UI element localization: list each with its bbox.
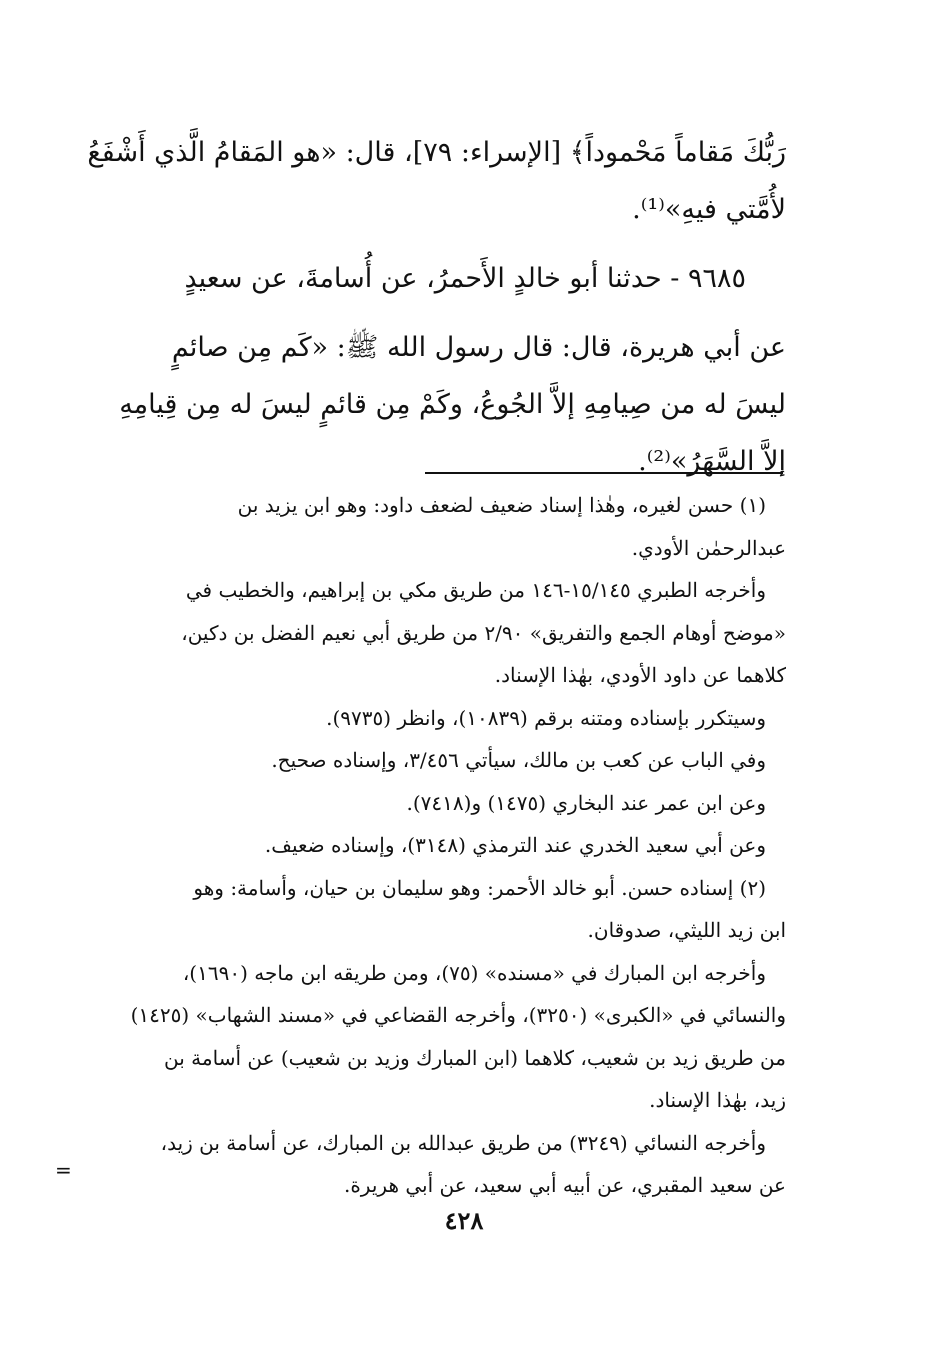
footnote-line: وأخرجه ابن المبارك في «مسنده» (٧٥)، ومن طريقه ابن ماجه (١٦٩٠)، bbox=[182, 960, 766, 985]
footnote-line: عبدالرحمٰن الأودي. bbox=[631, 535, 786, 560]
footnote-line: وأخرجه النسائي (٣٢٤٩) من طريق عبدالله بن المبارك، عن أسامة بن زيد، bbox=[160, 1130, 766, 1155]
main-text bbox=[78, 124, 786, 490]
footnote-line: وعن ابن عمر عند البخاري (١٤٧٥) و(٧٤١٨). bbox=[406, 790, 766, 815]
footnote-line: زيد، بهٰذا الإسناد. bbox=[649, 1088, 786, 1112]
footnotes bbox=[78, 484, 786, 1207]
footnote-line: عن سعيد المقبري، عن أبيه أبي سعيد، عن أبي هريرة. bbox=[343, 1173, 786, 1197]
footnote-line: والنسائي في «الكبرى» (٣٢٥٠)، وأخرجه القضاعي في «مسند الشهاب» (١٤٢٥) bbox=[130, 1003, 786, 1027]
page-number: ٤٢٨ bbox=[444, 1206, 484, 1235]
footnote-line: وفي الباب عن كعب بن مالك، سيأتي ٣/٤٥٦، وإسناده صحيح. bbox=[271, 748, 766, 772]
main-text-line: ليسَ له من صِيامِهِ إلاَّ الجُوعُ، وكَمْ مِن قائمٍ ليسَ له مِن قِيامِهِ bbox=[119, 389, 786, 420]
footnote-line: (١) حسن لغيره، وهٰذا إسناد ضعيف لضعف داود: وهو ابن يزيد بن bbox=[237, 493, 766, 517]
footnote-divider bbox=[425, 472, 783, 474]
main-text-line: لأُمَّتي فيهِ»⁽¹⁾. bbox=[632, 194, 786, 225]
footnote-line: ابن زيد الليثي، صدوقان. bbox=[587, 918, 786, 942]
footnote-line: وسيتكرر بإسناده ومتنه برقم (١٠٨٣٩)، وانظر (٩٧٣٥). bbox=[326, 705, 766, 730]
footnote-line: «موضح أوهام الجمع والتفريق» ٢/٩٠ من طريق أبي نعيم الفضل بن دكين، bbox=[181, 620, 786, 645]
footnote-line: (٢) إسناده حسن. أبو خالد الأحمر: وهو سليمان بن حيان، وأسامة: وهو bbox=[193, 875, 766, 900]
footnote-line: وأخرجه الطبري ١٥/١٤٥-١٤٦ من طريق مكي بن إبراهيم، والخطيب في bbox=[185, 578, 766, 602]
hadith-header-line: ٩٦٨٥ - حدثنا أبو خالدٍ الأَحمرُ، عن أُسامةَ، عن سعيدٍ bbox=[184, 263, 746, 294]
main-text-line: إلاَّ السَّهَرُ»⁽²⁾. bbox=[638, 446, 786, 477]
footnote-line: وعن أبي سعيد الخدري عند الترمذي (٣١٤٨)، وإسناده ضعيف. bbox=[264, 833, 766, 857]
footnote-line: من طريق زيد بن شعيب، كلاهما (ابن المبارك وزيد بن شعيب) عن أسامة بن bbox=[164, 1045, 786, 1070]
main-text-line: رَبُّكَ مَقاماً مَحْموداً﴾ [الإسراء: ٧٩]، قال: «هو المَقامُ الَّذي أَشْفَعُ bbox=[87, 137, 786, 168]
continuation-marker: = bbox=[55, 1158, 72, 1182]
main-text-line: عن أبي هريرة، قال: قال رسول الله ﷺ: «كَم مِن صائمٍ bbox=[171, 332, 786, 363]
footnote-line: كلاهما عن داود الأودي، بهٰذا الإسناد. bbox=[494, 663, 786, 687]
